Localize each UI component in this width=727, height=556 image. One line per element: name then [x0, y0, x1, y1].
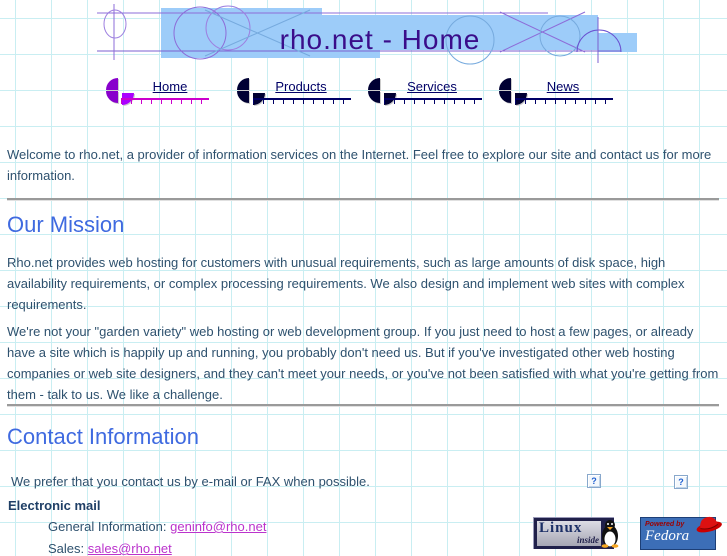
horizontal-rule [7, 404, 719, 407]
mission-heading: Our Mission [7, 212, 125, 237]
contact-heading: Contact Information [7, 424, 199, 449]
nav-item-services[interactable] [367, 76, 502, 108]
nav-item-news[interactable] [498, 76, 633, 108]
contact-intro: We prefer that you contact us by e-mail or FAX when possible. [11, 474, 370, 489]
ruler-graphic [253, 98, 351, 106]
horizontal-rule [7, 198, 719, 201]
nav-link-products[interactable]: Products [275, 79, 327, 94]
broken-image-icon[interactable]: ? [674, 475, 688, 489]
nav-link-services[interactable]: Services [407, 79, 457, 94]
fedora-badge-pre: Powered by [645, 521, 685, 528]
mission-paragraph-2: We're not your "garden variety" web hosting or web development group. If you just need to host a few pages, or already have a site which is happily up and running, you probably don't need us. But if you've investigated other web hosting companies or web site designers, and they can't meet your needs, or you've not been satisfied with what you're getting from them - talk to us. We like a challenge. [7, 324, 719, 402]
broken-image-icon[interactable]: ? [587, 474, 601, 488]
tux-penguin-icon [598, 519, 622, 548]
email-section-label: Electronic mail [8, 498, 101, 513]
email-entry-sales [48, 541, 172, 556]
welcome-paragraph: Welcome to rho.net, a provider of information services on the Internet. Feel free to explore our site and contact us for more information. [7, 147, 712, 183]
ruler-graphic [515, 98, 613, 106]
email-entry-label: Sales: [48, 541, 88, 556]
red-hat-icon [694, 512, 724, 536]
mission-paragraph-1: Rho.net provides web hosting for customers with unusual requirements, such as large amounts of disk space, high availability requirements, or complex processing requirements. We also design and implement web sites with complex requirements. [7, 255, 685, 312]
email-entry-general [48, 519, 266, 534]
powered-by-fedora-badge[interactable] [640, 517, 716, 550]
page-title: rho.net - Home [279, 24, 481, 55]
nav-link-home[interactable]: Home [152, 79, 188, 94]
linux-inside-badge[interactable] [533, 517, 614, 549]
ruler-graphic [121, 98, 209, 106]
nav-link-news[interactable]: News [546, 79, 580, 94]
linux-badge-panel [537, 521, 601, 546]
linux-badge-subtitle: inside [576, 535, 599, 545]
sales-email-link[interactable]: sales@rho.net [87, 541, 172, 556]
general-email-link[interactable]: geninfo@rho.net [170, 519, 267, 534]
ruler-graphic [384, 98, 482, 106]
nav-item-products[interactable] [236, 76, 371, 108]
fedora-badge-name: Fedora [645, 528, 690, 544]
linux-badge-title: Linux [539, 520, 583, 536]
email-entry-label: General Information: [48, 519, 171, 534]
nav-item-home[interactable] [105, 76, 240, 108]
